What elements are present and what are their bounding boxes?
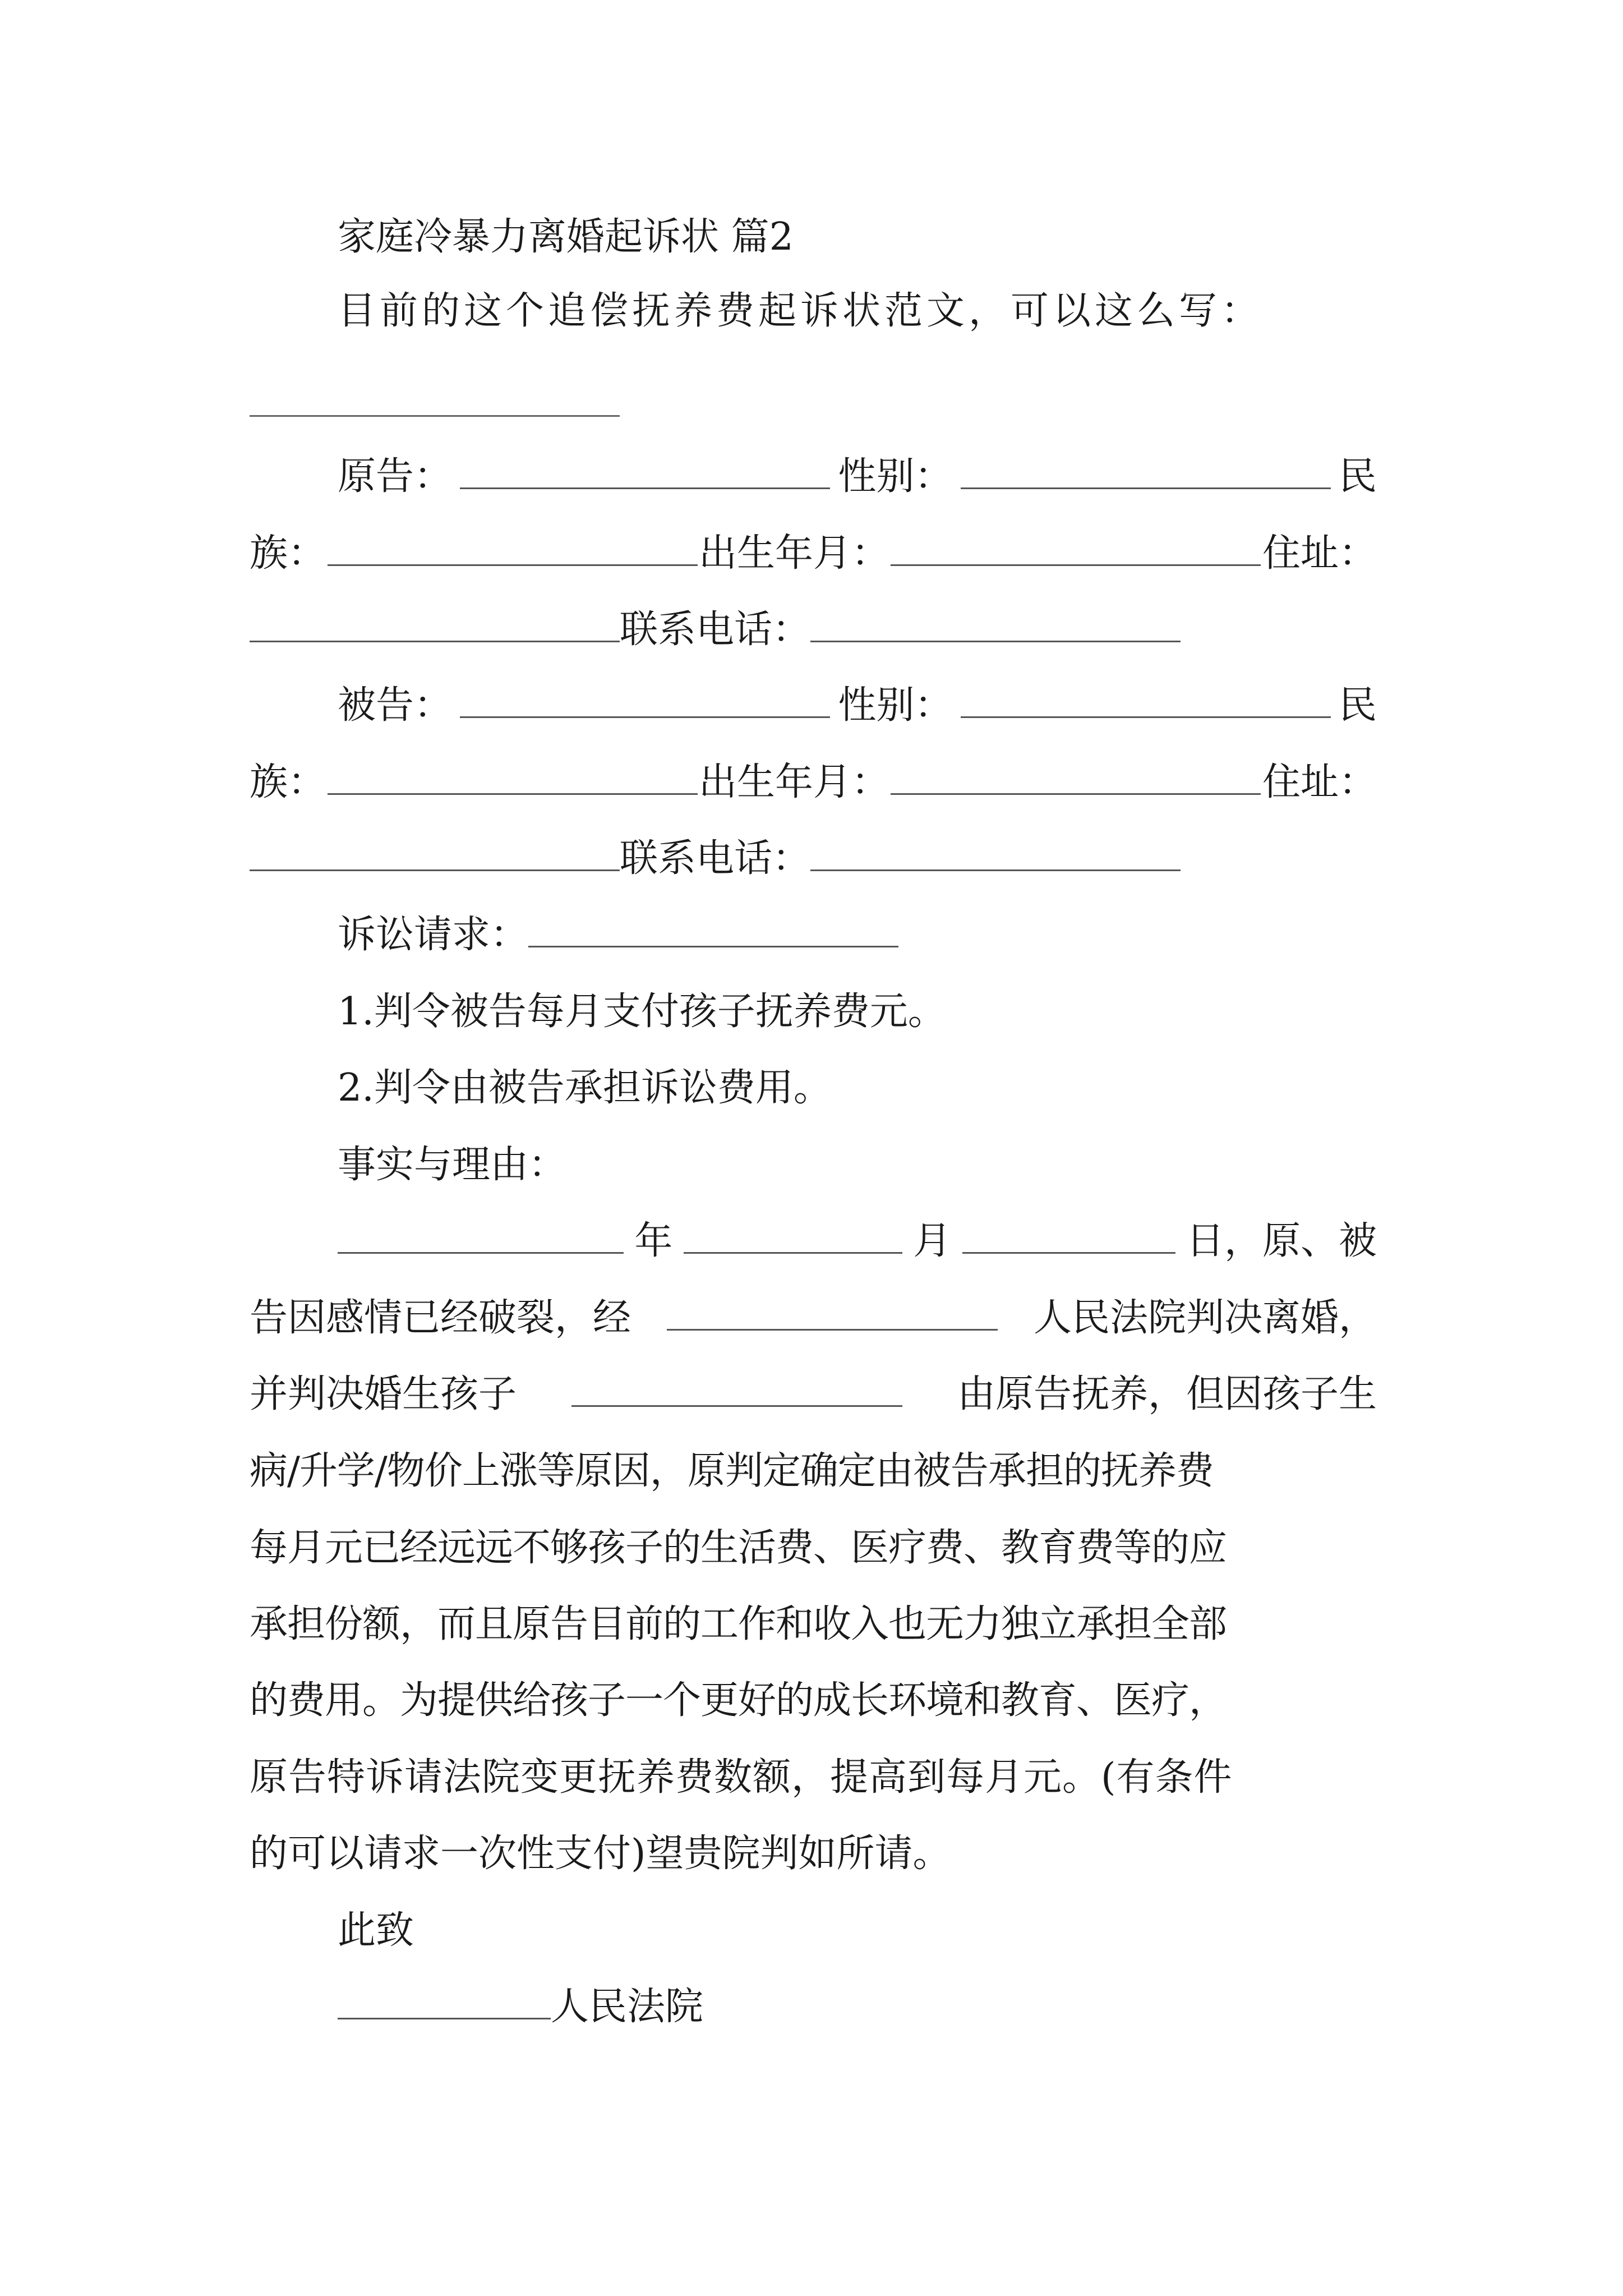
defendant-name-blank <box>460 683 830 718</box>
court-name-blank <box>338 1984 551 2019</box>
plaintiff-address-label: 住址： <box>1262 531 1377 576</box>
day-blank <box>962 1218 1175 1254</box>
intro-paragraph: 目前的这个追偿抚养费起诉状范文，可以这么写： <box>338 289 1264 333</box>
facts-line-7: 的费用。为提供给孩子一个更好的成长环境和教育、医疗， <box>250 1678 1227 1723</box>
claims-label: 诉讼请求： <box>338 913 529 957</box>
defendant-phone-label: 联系电话： <box>620 836 811 881</box>
facts-text: 由原告抚养，但因孩子生 <box>957 1372 1377 1416</box>
court-blank <box>667 1295 998 1331</box>
blank-rule <box>250 415 620 417</box>
plaintiff-phone-label: 联系电话： <box>620 608 811 652</box>
facts-line-5: 每月元已经远远不够孩子的生活费、医疗费、教育费等的应 <box>250 1526 1227 1570</box>
day-tail: 日，原、被 <box>1186 1219 1377 1263</box>
closing: 此致 <box>338 1908 414 1953</box>
defendant-birth-label: 出生年月： <box>698 760 889 804</box>
year-label: 年 <box>634 1219 673 1263</box>
plaintiff-ethnic-label-a: 民 <box>1338 454 1377 499</box>
claims-line <box>338 910 1377 960</box>
court-line <box>338 1982 1377 2032</box>
court-label: 人民法院 <box>551 1985 704 2029</box>
defendant-birth-blank <box>891 760 1261 795</box>
defendant-line-1 <box>338 680 1377 731</box>
facts-text: 告因感情已经破裂，经 <box>250 1296 631 1340</box>
facts-label: 事实与理由： <box>338 1143 567 1187</box>
facts-text: 人民法院判决离婚， <box>1033 1296 1377 1340</box>
facts-line-4: 病/升学/物价上涨等原因，原判定确定由被告承担的抚养费 <box>250 1449 1214 1493</box>
plaintiff-address-blank <box>250 607 620 642</box>
plaintiff-name-blank <box>460 454 830 489</box>
defendant-gender-label: 性别： <box>838 683 953 728</box>
defendant-phone-blank <box>810 836 1181 871</box>
facts-line-2 <box>250 1293 1377 1343</box>
plaintiff-line-3 <box>250 605 1377 655</box>
facts-text: 并判决婚生孩子 <box>250 1372 517 1416</box>
plaintiff-birth-blank <box>891 531 1261 566</box>
defendant-line-2 <box>250 757 1377 808</box>
defendant-ethnic-label-a: 民 <box>1338 683 1377 728</box>
child-blank <box>571 1372 902 1407</box>
month-blank <box>684 1218 902 1254</box>
plaintiff-ethnic-label-b: 族： <box>250 531 326 576</box>
document-title: 家庭冷暴力离婚起诉状 篇2 <box>338 215 794 259</box>
plaintiff-line-2 <box>250 528 1377 579</box>
claim-item: 2.判令由被告承担诉讼费用。 <box>338 1066 832 1110</box>
defendant-gender-blank <box>961 683 1331 718</box>
facts-line-8: 原告特诉请法院变更抚养费数额，提高到每月元。(有条件 <box>250 1755 1233 1800</box>
defendant-address-blank <box>250 836 620 871</box>
year-blank <box>338 1218 624 1254</box>
defendant-ethnic-blank <box>328 760 698 795</box>
claims-blank <box>528 912 898 947</box>
plaintiff-line-1 <box>338 452 1377 502</box>
facts-line-9: 的可以请求一次性支付)望贵院判如所请。 <box>250 1832 951 1876</box>
facts-line-3 <box>250 1369 1377 1420</box>
defendant-ethnic-label-b: 族： <box>250 760 326 804</box>
plaintiff-label: 原告： <box>338 454 453 499</box>
month-label: 月 <box>913 1219 952 1263</box>
plaintiff-phone-blank <box>810 607 1181 642</box>
plaintiff-gender-blank <box>961 454 1331 489</box>
claim-item: 1.判令被告每月支付孩子抚养费元。 <box>338 990 946 1034</box>
facts-line-1 <box>338 1216 1377 1267</box>
plaintiff-ethnic-blank <box>328 531 698 566</box>
defendant-label: 被告： <box>338 683 453 728</box>
defendant-line-3 <box>250 834 1377 884</box>
plaintiff-gender-label: 性别： <box>838 454 953 499</box>
defendant-address-label: 住址： <box>1262 760 1377 804</box>
facts-line-6: 承担份额，而且原告目前的工作和收入也无力独立承担全部 <box>250 1602 1227 1646</box>
plaintiff-birth-label: 出生年月： <box>698 531 889 576</box>
